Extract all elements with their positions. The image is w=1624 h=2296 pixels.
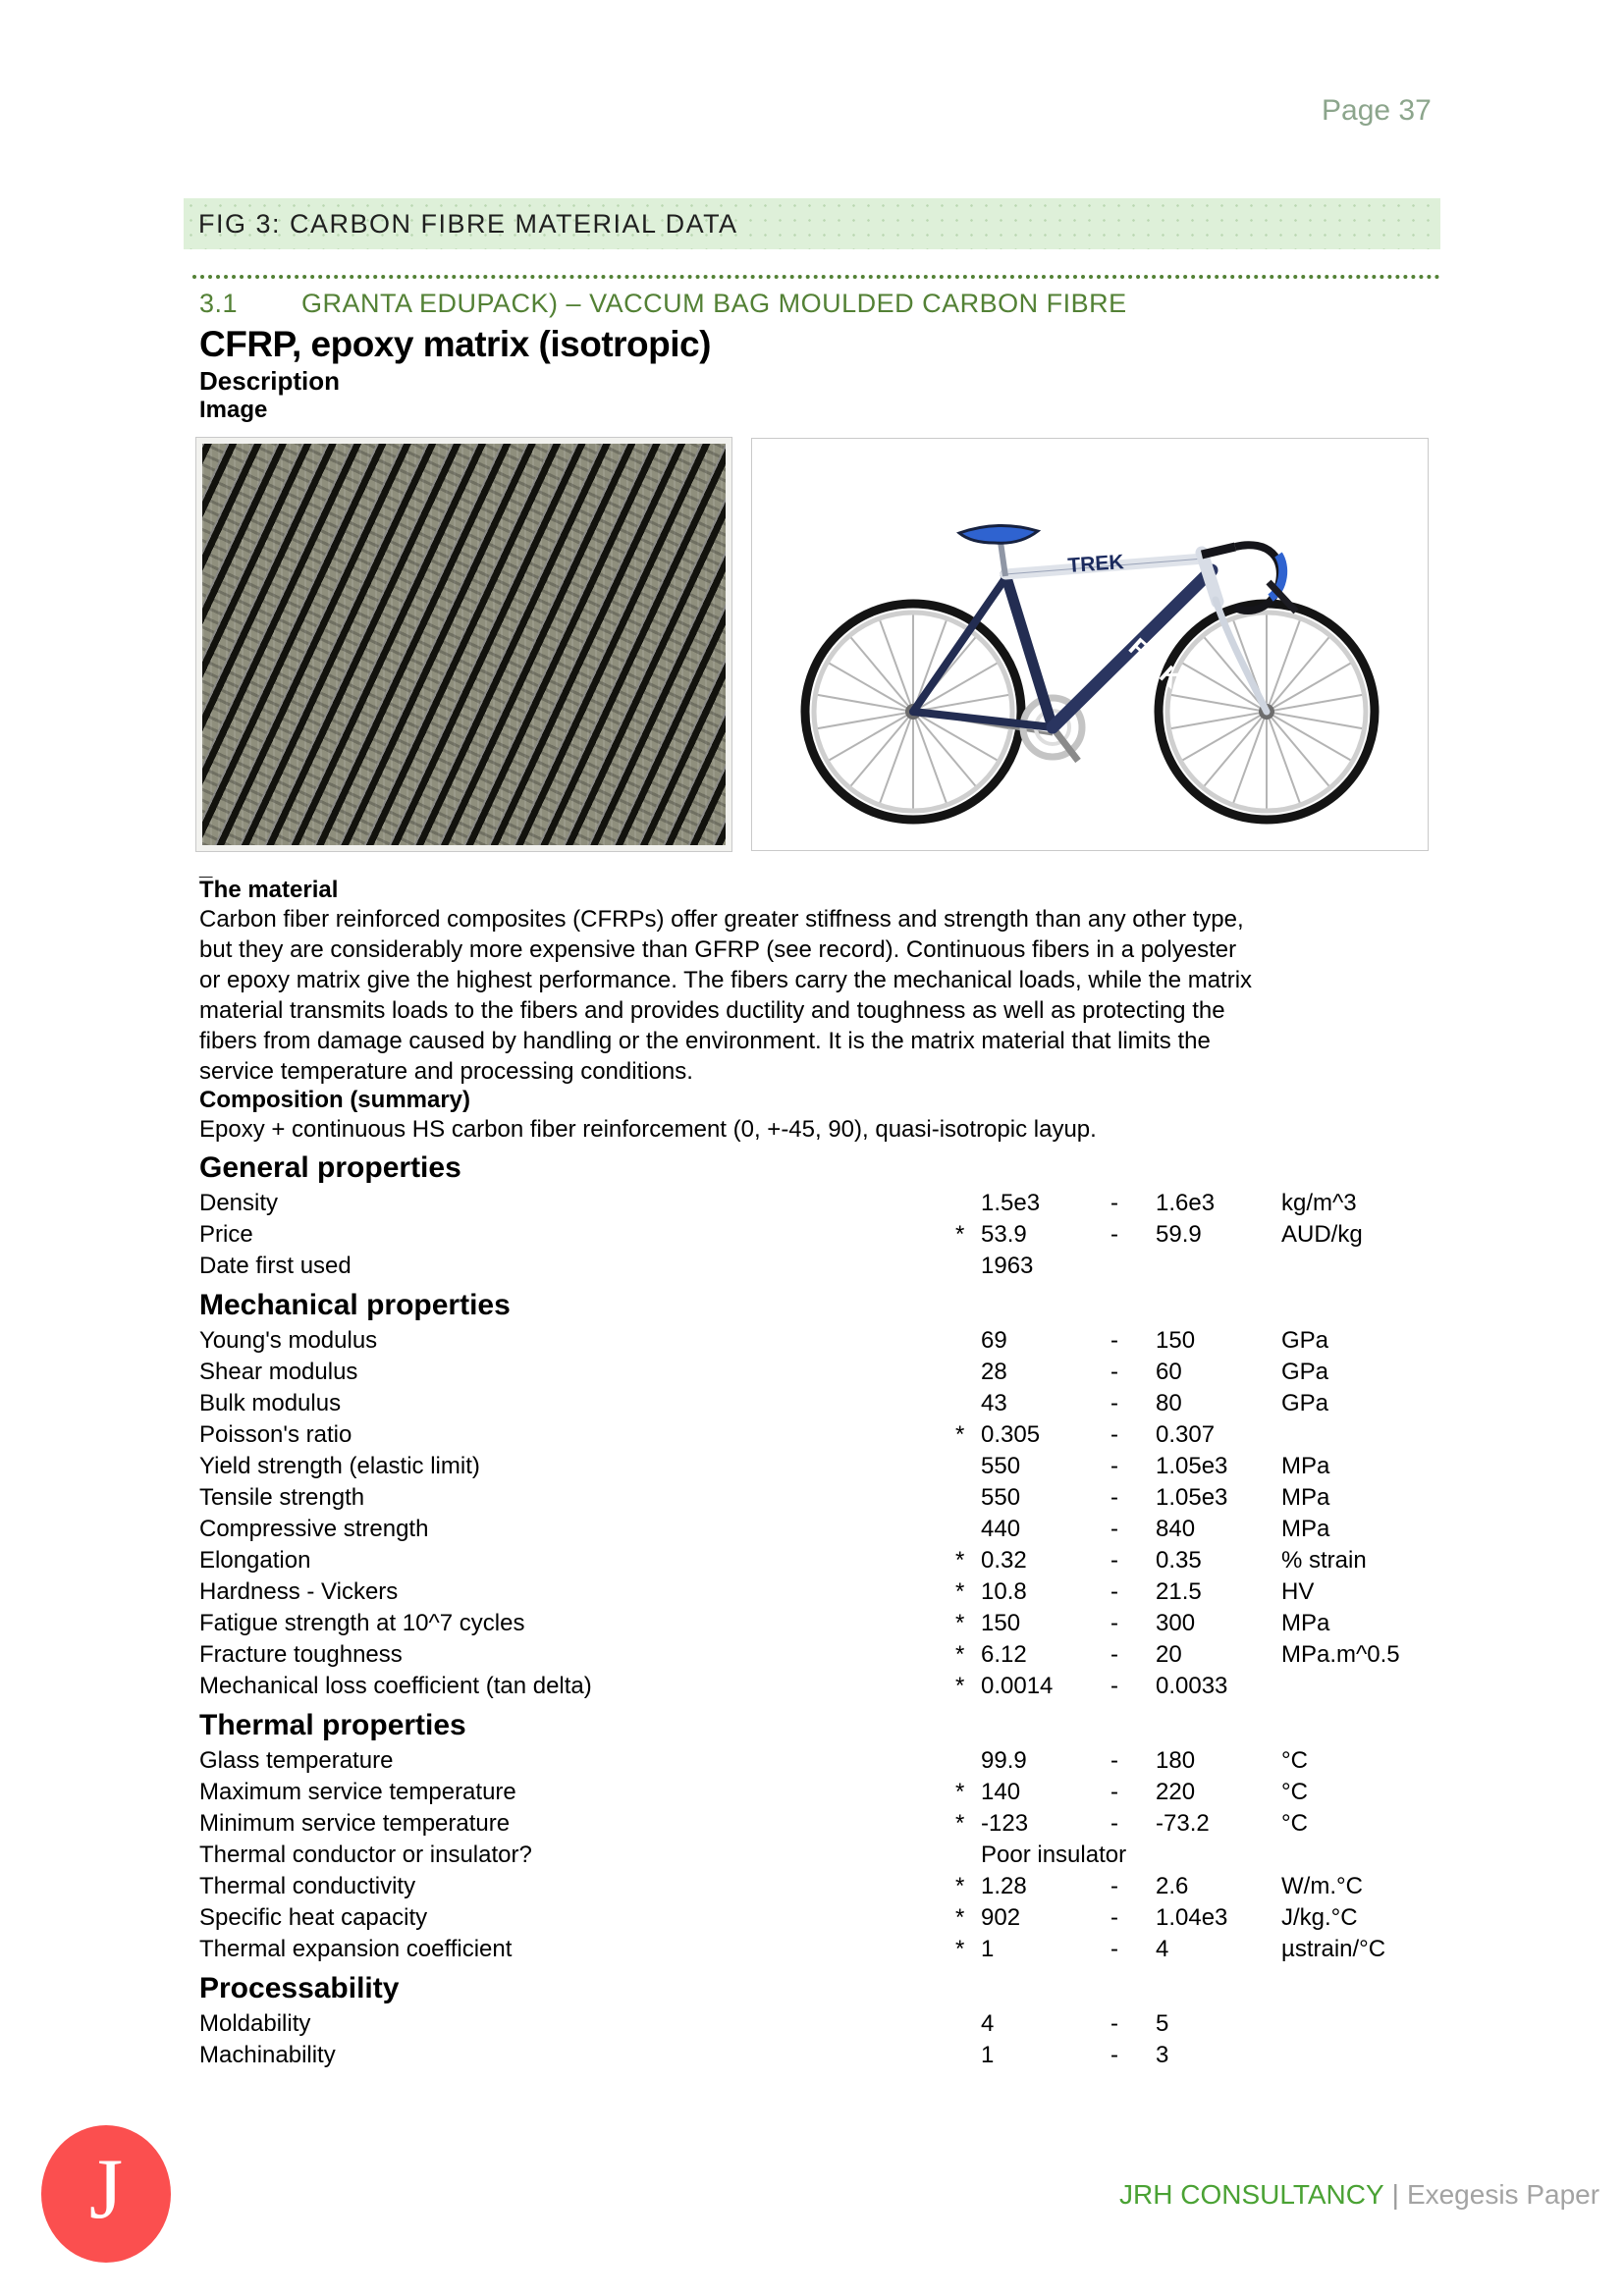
range-dash bbox=[1110, 1840, 1156, 1871]
carbon-weave-texture bbox=[202, 444, 726, 845]
range-dash: - bbox=[1110, 1327, 1118, 1354]
property-name: Fatigue strength at 10^7 cycles bbox=[199, 1610, 525, 1636]
unit: kg/m^3 bbox=[1281, 1190, 1357, 1216]
unit: GPa bbox=[1281, 1390, 1329, 1416]
estimate-flag: * bbox=[955, 1610, 965, 1636]
estimate-flag bbox=[955, 1251, 981, 1282]
max-value: 300 bbox=[1156, 1610, 1196, 1636]
property-row bbox=[199, 1840, 1440, 1871]
range-dash: - bbox=[1110, 1516, 1118, 1542]
min-value: 69 bbox=[981, 1327, 1007, 1354]
description-line: fibers from damage caused by handling or the environment. It is the matrix material that limits the bbox=[199, 1028, 1211, 1054]
range-dash: - bbox=[1110, 1578, 1118, 1605]
max-value: 59.9 bbox=[1156, 1221, 1202, 1248]
composition-text: Epoxy + continuous HS carbon fiber reinforcement (0, +-45, 90), quasi-isotropic layup. bbox=[199, 1116, 1097, 1143]
figure-banner bbox=[184, 198, 1440, 249]
range-dash: - bbox=[1110, 1936, 1118, 1962]
property-name: Thermal expansion coefficient bbox=[199, 1936, 513, 1962]
unit: J/kg.°C bbox=[1281, 1904, 1358, 1931]
estimate-flag: * bbox=[955, 1547, 965, 1574]
jrh-logo bbox=[41, 2125, 171, 2263]
images-row bbox=[196, 438, 1440, 851]
the-material-label: The material bbox=[199, 877, 339, 903]
max-value: 1.05e3 bbox=[1156, 1453, 1228, 1479]
max-value: 0.307 bbox=[1156, 1421, 1216, 1448]
unit: MPa.m^0.5 bbox=[1281, 1641, 1400, 1668]
property-row bbox=[199, 1576, 1440, 1608]
range-dash: - bbox=[1110, 1810, 1118, 1837]
min-value: 1963 bbox=[981, 1253, 1034, 1279]
estimate-flag bbox=[955, 2040, 981, 2071]
estimate-flag: * bbox=[955, 1421, 965, 1448]
property-row bbox=[199, 2008, 1440, 2040]
bicycle-illustration bbox=[758, 445, 1422, 844]
estimate-flag bbox=[955, 1745, 981, 1777]
max-value: 80 bbox=[1156, 1390, 1182, 1416]
estimate-flag: * bbox=[955, 1779, 965, 1805]
property-name: Thermal conductor or insulator? bbox=[199, 1842, 532, 1868]
min-value: 140 bbox=[981, 1779, 1021, 1805]
estimate-flag bbox=[955, 1325, 981, 1357]
unit: % strain bbox=[1281, 1547, 1367, 1574]
property-row bbox=[199, 1671, 1440, 1702]
property-name: Specific heat capacity bbox=[199, 1904, 428, 1931]
document-content bbox=[199, 289, 1440, 2071]
max-value: 840 bbox=[1156, 1516, 1196, 1542]
property-row bbox=[199, 1188, 1440, 1219]
estimate-flag: * bbox=[955, 1221, 965, 1248]
range-dash: - bbox=[1110, 1421, 1118, 1448]
property-name: Compressive strength bbox=[199, 1516, 429, 1542]
property-name: Thermal conductivity bbox=[199, 1873, 416, 1899]
max-value: 20 bbox=[1156, 1641, 1182, 1668]
image-label: Image bbox=[199, 397, 268, 423]
range-dash: - bbox=[1110, 1484, 1118, 1511]
property-name: Elongation bbox=[199, 1547, 311, 1574]
footer-text bbox=[1119, 2179, 1600, 2211]
description-line: service temperature and processing conditions. bbox=[199, 1058, 693, 1085]
max-value: 220 bbox=[1156, 1779, 1196, 1805]
jrh-logo-letter: J bbox=[88, 2142, 124, 2237]
min-value: 1 bbox=[981, 1936, 995, 1962]
unit bbox=[1281, 2040, 1440, 2071]
property-name: Fracture toughness bbox=[199, 1641, 403, 1668]
property-row bbox=[199, 1388, 1440, 1419]
property-name: Poisson's ratio bbox=[199, 1421, 352, 1448]
property-row bbox=[199, 2040, 1440, 2071]
max-value: 180 bbox=[1156, 1747, 1196, 1774]
min-value: 4 bbox=[981, 2010, 995, 2037]
page-number: Page 37 bbox=[1322, 94, 1432, 127]
property-row bbox=[199, 1219, 1440, 1251]
property-name: Date first used bbox=[199, 1253, 352, 1279]
saddle bbox=[959, 525, 1038, 543]
stem bbox=[1202, 547, 1235, 555]
min-value: 0.0014 bbox=[981, 1673, 1054, 1699]
carbon-fibre-image bbox=[196, 438, 731, 851]
min-value: 28 bbox=[981, 1359, 1007, 1385]
property-row bbox=[199, 1777, 1440, 1808]
description-line: or epoxy matrix give the highest performance. The fibers carry the mechanical loads, while the matrix bbox=[199, 967, 1253, 993]
property-name: Price bbox=[199, 1221, 253, 1248]
property-row bbox=[199, 1451, 1440, 1482]
min-value: 99.9 bbox=[981, 1747, 1027, 1774]
property-row bbox=[199, 1934, 1440, 1965]
property-row bbox=[199, 1251, 1440, 1282]
property-row bbox=[199, 1357, 1440, 1388]
max-value: 1.05e3 bbox=[1156, 1484, 1228, 1511]
max-value: 4 bbox=[1156, 1936, 1169, 1962]
trek-logo-downtube: TREK bbox=[1109, 619, 1190, 696]
estimate-flag bbox=[955, 2008, 981, 2040]
min-value: 6.12 bbox=[981, 1641, 1027, 1668]
unit: °C bbox=[1281, 1747, 1308, 1774]
properties-table bbox=[199, 1148, 1440, 2071]
description-line: but they are considerably more expensive than GFRP (see record). Continuous fibers in a polyester bbox=[199, 936, 1237, 963]
footer-company: JRH CONSULTANCY bbox=[1119, 2179, 1384, 2210]
range-dash bbox=[1110, 1251, 1156, 1282]
unit bbox=[1281, 2008, 1440, 2040]
property-row bbox=[199, 1745, 1440, 1777]
min-value: 550 bbox=[981, 1484, 1021, 1511]
unit bbox=[1281, 1840, 1440, 1871]
range-dash: - bbox=[1110, 1359, 1118, 1385]
underscore-mark: _ bbox=[199, 854, 213, 881]
property-name: Moldability bbox=[199, 2010, 311, 2037]
property-row bbox=[199, 1639, 1440, 1671]
property-name: Tensile strength bbox=[199, 1484, 365, 1511]
material-title: CFRP, epoxy matrix (isotropic) bbox=[199, 324, 711, 364]
range-dash: - bbox=[1110, 1873, 1118, 1899]
section-heading bbox=[199, 289, 1440, 324]
min-value: 43 bbox=[981, 1390, 1007, 1416]
property-name: Machinability bbox=[199, 2042, 336, 2068]
min-value: 1.5e3 bbox=[981, 1190, 1041, 1216]
min-value: -123 bbox=[981, 1810, 1029, 1837]
unit: µstrain/°C bbox=[1281, 1936, 1386, 1962]
bike-frame bbox=[913, 553, 1267, 727]
range-dash: - bbox=[1110, 1190, 1118, 1216]
unit bbox=[1281, 1419, 1440, 1451]
property-name: Yield strength (elastic limit) bbox=[199, 1453, 480, 1479]
unit: MPa bbox=[1281, 1610, 1330, 1636]
footer-doc-title: Exegesis Paper bbox=[1406, 2179, 1600, 2210]
max-value: 1.6e3 bbox=[1156, 1190, 1216, 1216]
estimate-flag bbox=[955, 1514, 981, 1545]
description-line: material transmits loads to the fibers and provides ductility and toughness as well as protecting the bbox=[199, 997, 1225, 1024]
min-value: 440 bbox=[981, 1516, 1021, 1542]
footer-separator: | bbox=[1391, 2179, 1399, 2210]
property-section-heading: Processability bbox=[199, 1972, 400, 2004]
max-value: 0.0033 bbox=[1156, 1673, 1228, 1699]
min-value: Poor insulator bbox=[981, 1842, 1127, 1868]
property-row bbox=[199, 1545, 1440, 1576]
max-value: 21.5 bbox=[1156, 1578, 1202, 1605]
estimate-flag: * bbox=[955, 1873, 965, 1899]
unit: HV bbox=[1281, 1578, 1315, 1605]
estimate-flag: * bbox=[955, 1578, 965, 1605]
min-value: 1 bbox=[981, 2042, 995, 2068]
property-row bbox=[199, 1871, 1440, 1902]
description-label: Description bbox=[199, 366, 341, 396]
range-dash: - bbox=[1110, 1547, 1118, 1574]
min-value: 1.28 bbox=[981, 1873, 1027, 1899]
max-value bbox=[1156, 1251, 1281, 1282]
unit: MPa bbox=[1281, 1453, 1330, 1479]
property-name: Density bbox=[199, 1190, 279, 1216]
max-value: 2.6 bbox=[1156, 1873, 1189, 1899]
property-name: Maximum service temperature bbox=[199, 1779, 516, 1805]
material-description bbox=[199, 904, 1440, 1087]
min-value: 902 bbox=[981, 1904, 1021, 1931]
max-value: 150 bbox=[1156, 1327, 1196, 1354]
min-value: 550 bbox=[981, 1453, 1021, 1479]
property-section-heading: Mechanical properties bbox=[199, 1289, 511, 1321]
property-row bbox=[199, 1608, 1440, 1639]
bicycle-image bbox=[751, 438, 1429, 851]
estimate-flag: * bbox=[955, 1904, 965, 1931]
min-value: 10.8 bbox=[981, 1578, 1027, 1605]
estimate-flag bbox=[955, 1357, 981, 1388]
description-line: Carbon fiber reinforced composites (CFRPs) offer greater stiffness and strength than any other type, bbox=[199, 906, 1244, 933]
estimate-flag: * bbox=[955, 1641, 965, 1668]
estimate-flag: * bbox=[955, 1810, 965, 1837]
property-row bbox=[199, 1902, 1440, 1934]
composition-label: Composition (summary) bbox=[199, 1087, 471, 1113]
min-value: 53.9 bbox=[981, 1221, 1027, 1248]
figure-banner-label: FIG 3: CARBON FIBRE MATERIAL DATA bbox=[198, 208, 738, 239]
range-dash: - bbox=[1110, 1747, 1118, 1774]
estimate-flag bbox=[955, 1482, 981, 1514]
max-value: 1.04e3 bbox=[1156, 1904, 1228, 1931]
max-value: 3 bbox=[1156, 2042, 1169, 2068]
property-name: Hardness - Vickers bbox=[199, 1578, 399, 1605]
property-row bbox=[199, 1808, 1440, 1840]
property-row bbox=[199, 1514, 1440, 1545]
unit: MPa bbox=[1281, 1516, 1330, 1542]
property-row bbox=[199, 1419, 1440, 1451]
unit: GPa bbox=[1281, 1359, 1329, 1385]
estimate-flag: * bbox=[955, 1673, 965, 1699]
estimate-flag bbox=[955, 1451, 981, 1482]
unit: AUD/kg bbox=[1281, 1221, 1363, 1248]
max-value: 5 bbox=[1156, 2010, 1169, 2037]
range-dash: - bbox=[1110, 1673, 1118, 1699]
estimate-flag bbox=[955, 1188, 981, 1219]
property-name: Glass temperature bbox=[199, 1747, 394, 1774]
property-row bbox=[199, 1325, 1440, 1357]
property-name: Shear modulus bbox=[199, 1359, 358, 1385]
property-row bbox=[199, 1482, 1440, 1514]
estimate-flag bbox=[955, 1840, 981, 1871]
unit: °C bbox=[1281, 1810, 1308, 1837]
max-value bbox=[1156, 1840, 1281, 1871]
unit bbox=[1281, 1251, 1440, 1282]
range-dash: - bbox=[1110, 1610, 1118, 1636]
unit: W/m.°C bbox=[1281, 1873, 1363, 1899]
range-dash: - bbox=[1110, 1779, 1118, 1805]
property-name: Minimum service temperature bbox=[199, 1810, 511, 1837]
range-dash: - bbox=[1110, 2010, 1118, 2037]
range-dash: - bbox=[1110, 1390, 1118, 1416]
section-title: GRANTA EDUPACK) – VACCUM BAG MOULDED CARBON FIBRE bbox=[301, 289, 1127, 318]
estimate-flag bbox=[955, 1388, 981, 1419]
estimate-flag: * bbox=[955, 1936, 965, 1962]
unit: GPa bbox=[1281, 1327, 1329, 1354]
unit bbox=[1281, 1671, 1440, 1702]
min-value: 0.305 bbox=[981, 1421, 1041, 1448]
section-divider bbox=[192, 275, 1440, 279]
range-dash: - bbox=[1110, 2042, 1118, 2068]
range-dash: - bbox=[1110, 1904, 1118, 1931]
min-value: 150 bbox=[981, 1610, 1021, 1636]
max-value: -73.2 bbox=[1156, 1810, 1210, 1837]
range-dash: - bbox=[1110, 1453, 1118, 1479]
property-section-heading: Thermal properties bbox=[199, 1709, 466, 1741]
unit: °C bbox=[1281, 1779, 1308, 1805]
min-value: 0.32 bbox=[981, 1547, 1027, 1574]
range-dash: - bbox=[1110, 1641, 1118, 1668]
property-name: Bulk modulus bbox=[199, 1390, 342, 1416]
property-name: Young's modulus bbox=[199, 1327, 378, 1354]
section-number: 3.1 bbox=[199, 289, 239, 318]
trek-logo-toptube: TREK bbox=[1066, 551, 1125, 577]
property-name: Mechanical loss coefficient (tan delta) bbox=[199, 1673, 592, 1699]
max-value: 60 bbox=[1156, 1359, 1182, 1385]
max-value: 0.35 bbox=[1156, 1547, 1202, 1574]
property-section-heading: General properties bbox=[199, 1151, 461, 1184]
range-dash: - bbox=[1110, 1221, 1118, 1248]
unit: MPa bbox=[1281, 1484, 1330, 1511]
